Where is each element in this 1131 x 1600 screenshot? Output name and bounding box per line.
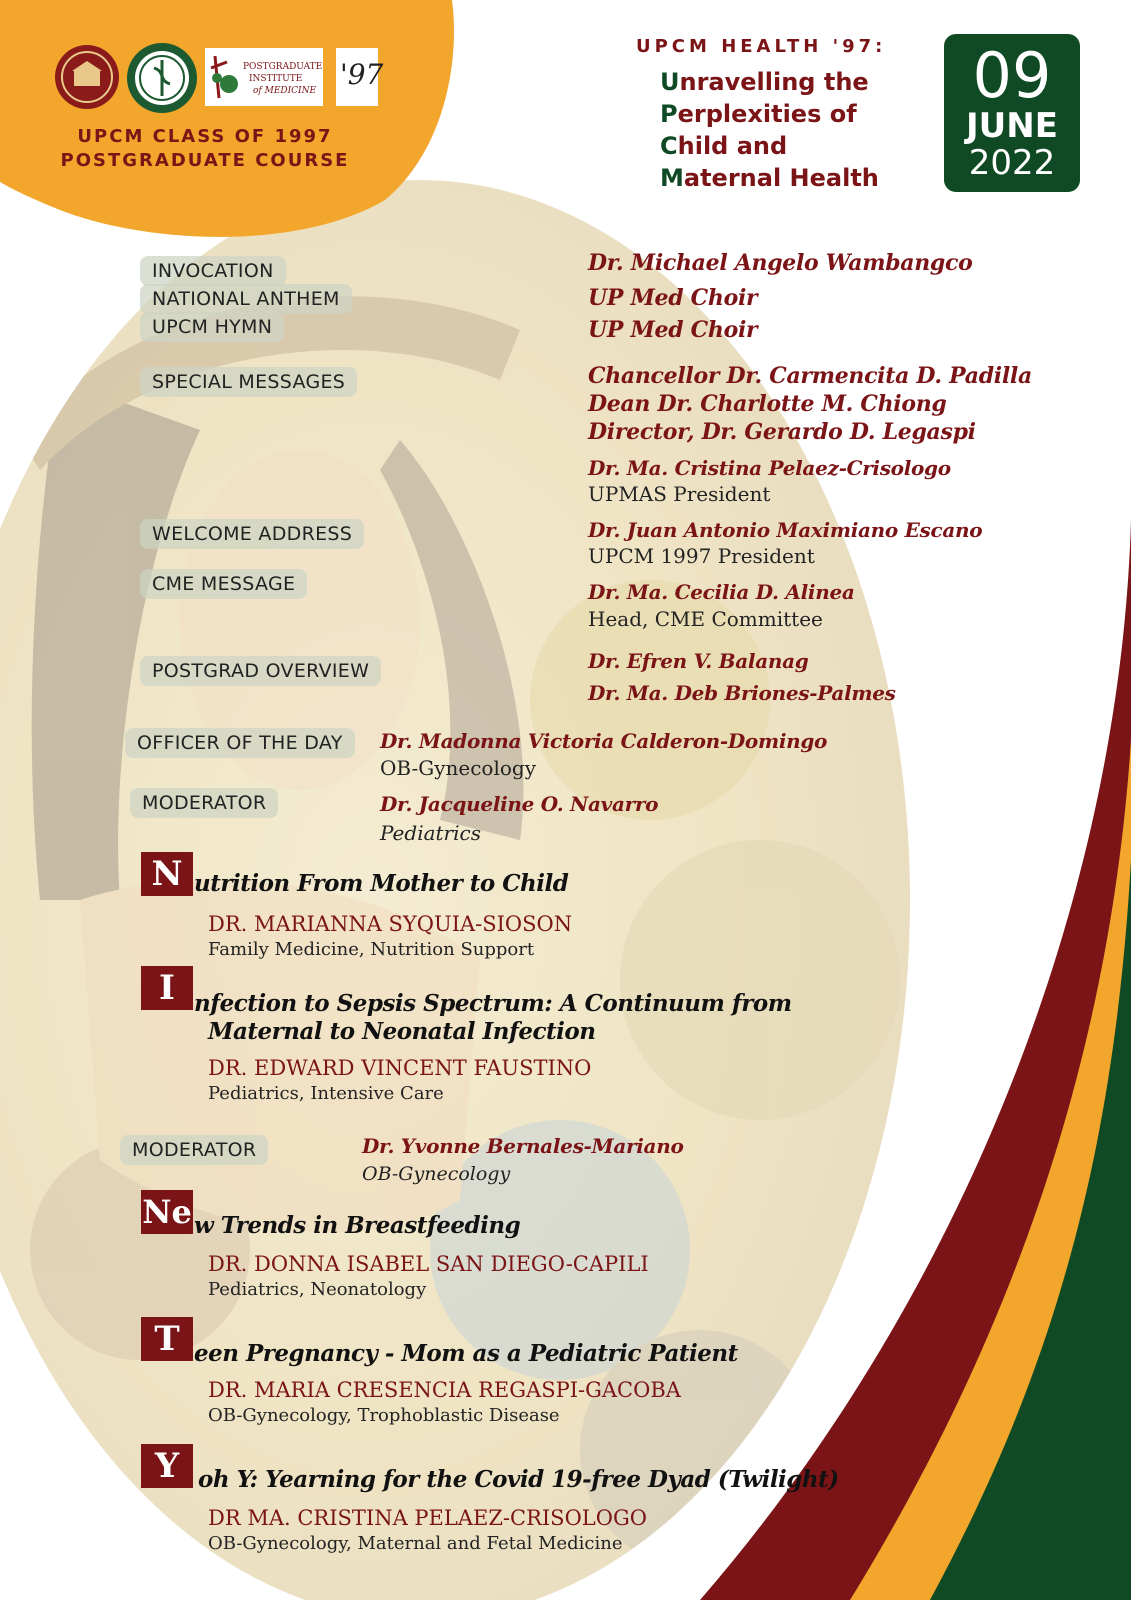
special-message-name-3: Director, Dr. Gerardo D. Legaspi [588, 419, 976, 445]
welcome-address-name: Dr. Juan Antonio Maximiano Escano [588, 518, 983, 542]
college-of-medicine-seal-icon [126, 42, 198, 114]
special-message-name-4: Dr. Ma. Cristina Pelaez-Crisologo [588, 456, 951, 480]
class-title-line2: POSTGRADUATE COURSE [60, 150, 350, 171]
topic-2-initial: I [141, 966, 193, 1010]
theme-line-3: Child and [660, 132, 788, 160]
topic-4-speaker: DR. MARIA CRESENCIA REGASPI-GACOBA [208, 1378, 681, 1402]
officer-of-the-day-role: OB-Gynecology [380, 756, 536, 780]
topic-2-title-line1: nfection to Sepsis Spectrum: A Continuum from [194, 990, 792, 1017]
topic-2-speaker: DR. EDWARD VINCENT FAUSTINO [208, 1056, 592, 1080]
invocation-label: INVOCATION [140, 256, 286, 286]
topic-1-initial: N [141, 852, 193, 896]
class-97-logo [336, 48, 384, 106]
topic-4-specialty: OB-Gynecology, Trophoblastic Disease [208, 1405, 560, 1426]
date-day: 09 [972, 39, 1052, 112]
special-message-role-4: UPMAS President [588, 482, 771, 506]
special-message-name-2: Dean Dr. Charlotte M. Chiong [588, 391, 947, 417]
special-messages-label: SPECIAL MESSAGES [140, 367, 357, 397]
welcome-address-label: WELCOME ADDRESS [140, 519, 364, 549]
welcome-address-role: UPCM 1997 President [588, 544, 815, 568]
postgraduate-institute-logo [205, 48, 323, 106]
cme-message-role: Head, CME Committee [588, 607, 823, 631]
officer-of-the-day-label: OFFICER OF THE DAY [125, 728, 355, 758]
topic-4-initial: T [141, 1317, 193, 1361]
topic-2-title-line2: Maternal to Neonatal Infection [208, 1018, 596, 1045]
topic-5-specialty: OB-Gynecology, Maternal and Fetal Medicine [208, 1533, 623, 1554]
moderator-2-role: OB-Gynecology [362, 1163, 511, 1185]
topic-2-specialty: Pediatrics, Intensive Care [208, 1083, 444, 1104]
topic-1-specialty: Family Medicine, Nutrition Support [208, 939, 535, 960]
invocation-name: Dr. Michael Angelo Wambangco [588, 250, 973, 276]
moderator-1-name: Dr. Jacqueline O. Navarro [380, 792, 659, 816]
theme-line-1: Unravelling the [660, 68, 869, 96]
theme-title [660, 66, 879, 194]
cme-message-label: CME MESSAGE [140, 569, 307, 599]
pgi-logo-line3: of MEDICINE [253, 86, 317, 96]
moderator-1-label: MODERATOR [130, 788, 278, 818]
event-name: UPCM HEALTH '97: [636, 36, 887, 57]
anthem-name: UP Med Choir [588, 285, 758, 311]
theme-line-2: Perplexities of [660, 100, 857, 128]
topic-5-title: oh Y: Yearning for the Covid 19-free Dyad (Twilight) [198, 1466, 839, 1493]
theme-line-4: Maternal Health [660, 164, 879, 192]
topic-3-initial: Ne [141, 1190, 193, 1234]
class-logo-text: '97 [340, 58, 384, 91]
topic-3-title: w Trends in Breastfeeding [194, 1212, 521, 1239]
anthem-label: NATIONAL ANTHEM [140, 284, 352, 314]
pgi-logo-line1: POSTGRADUATE [243, 62, 323, 72]
special-message-name-1: Chancellor Dr. Carmencita D. Padilla [588, 363, 1032, 389]
moderator-2-name: Dr. Yvonne Bernales-Mariano [362, 1134, 684, 1158]
alumni-seal-icon [54, 44, 120, 110]
topic-3-specialty: Pediatrics, Neonatology [208, 1279, 427, 1300]
cme-message-name: Dr. Ma. Cecilia D. Alinea [588, 580, 855, 604]
postgrad-overview-name-1: Dr. Efren V. Balanag [588, 649, 809, 673]
date-badge [944, 34, 1080, 192]
topic-1-speaker: DR. MARIANNA SYQUIA-SIOSON [208, 912, 573, 936]
date-month: JUNE [966, 106, 1058, 146]
topic-5-initial: Y [141, 1444, 193, 1488]
topic-4-title: een Pregnancy - Mom as a Pediatric Patient [194, 1340, 738, 1367]
postgrad-overview-label: POSTGRAD OVERVIEW [140, 656, 381, 686]
class-title-line1: UPCM CLASS OF 1997 [77, 126, 333, 147]
topic-3-speaker: DR. DONNA ISABEL SAN DIEGO-CAPILI [208, 1252, 649, 1276]
date-year: 2022 [968, 143, 1056, 183]
moderator-1-role: Pediatrics [380, 821, 481, 845]
hymn-name: UP Med Choir [588, 317, 758, 343]
topic-1-title: utrition From Mother to Child [194, 870, 569, 897]
moderator-2-label: MODERATOR [120, 1135, 268, 1165]
officer-of-the-day-name: Dr. Madonna Victoria Calderon-Domingo [380, 729, 828, 753]
topic-5-speaker: DR MA. CRISTINA PELAEZ-CRISOLOGO [208, 1506, 647, 1530]
postgrad-overview-name-2: Dr. Ma. Deb Briones-Palmes [588, 681, 896, 705]
pgi-logo-line2: INSTITUTE [249, 74, 303, 84]
hymn-label: UPCM HYMN [140, 312, 284, 342]
